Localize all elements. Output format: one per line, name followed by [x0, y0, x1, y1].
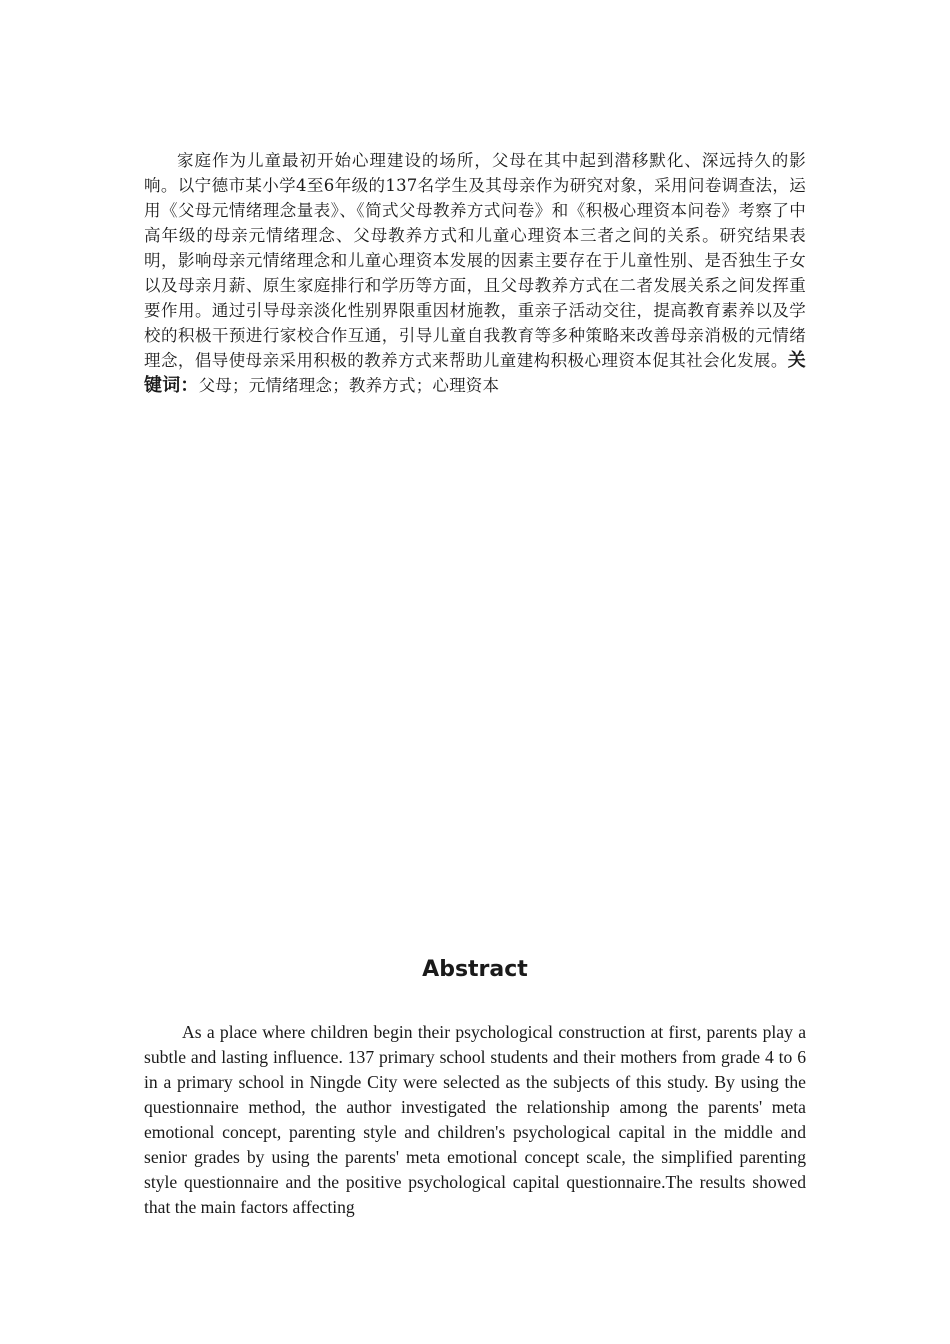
keywords-label: 关键词：	[144, 350, 806, 396]
abstract-heading: Abstract	[422, 957, 528, 982]
chinese-abstract-body: 家庭作为儿童最初开始心理建设的场所，父母在其中起到潜移默化、深远持久的影响。以宁德市某小学4至6年级的137名学生及其母亲作为研究对象，采用问卷调查法，运用《父母元情绪理念量表》、《简式父母教养方式问卷》和《积极心理资本问卷》考察了中高年级的母亲元情绪理念、父母教养方式和儿童心理资本三者之间的关系。研究结果表明，影响母亲元情绪理念和儿童心理资本发展的因素主要存在于儿童性别、是否独生子女以及母亲月薪、原生家庭排行和学历等方面，且父母教养方式在二者发展关系之间发挥重要作用。通过引导母亲淡化性别界限重因材施教，重亲子活动交往，提高教育素养以及学校的积极干预进行家校合作互通，引导儿童自我教育等多种策略来改善母亲消极的元情绪理念，倡导使母亲采用积极的教养方式来帮助儿童建构积极心理资本促其社会化发展。	[144, 151, 806, 370]
chinese-abstract-paragraph	[144, 148, 806, 398]
keywords-list: 父母；元情绪理念；教养方式；心理资本	[198, 376, 500, 395]
english-abstract-paragraph: As a place where children begin their psychological construction at first, parents play a subtle and lasting influence. 137 primary school students and their mothers from grade 4 to 6 in a primary school in Ningde City were selected as the subjects of this study. By using the questionnaire method, the author investigated the relationship among the parents' meta emotional concept, parenting style and children's psychological capital in the middle and senior grades by using the parents' meta emotional concept scale, the simplified parenting style questionnaire and the positive psychological capital questionnaire.The results showed that the main factors affecting	[144, 1022, 806, 1217]
